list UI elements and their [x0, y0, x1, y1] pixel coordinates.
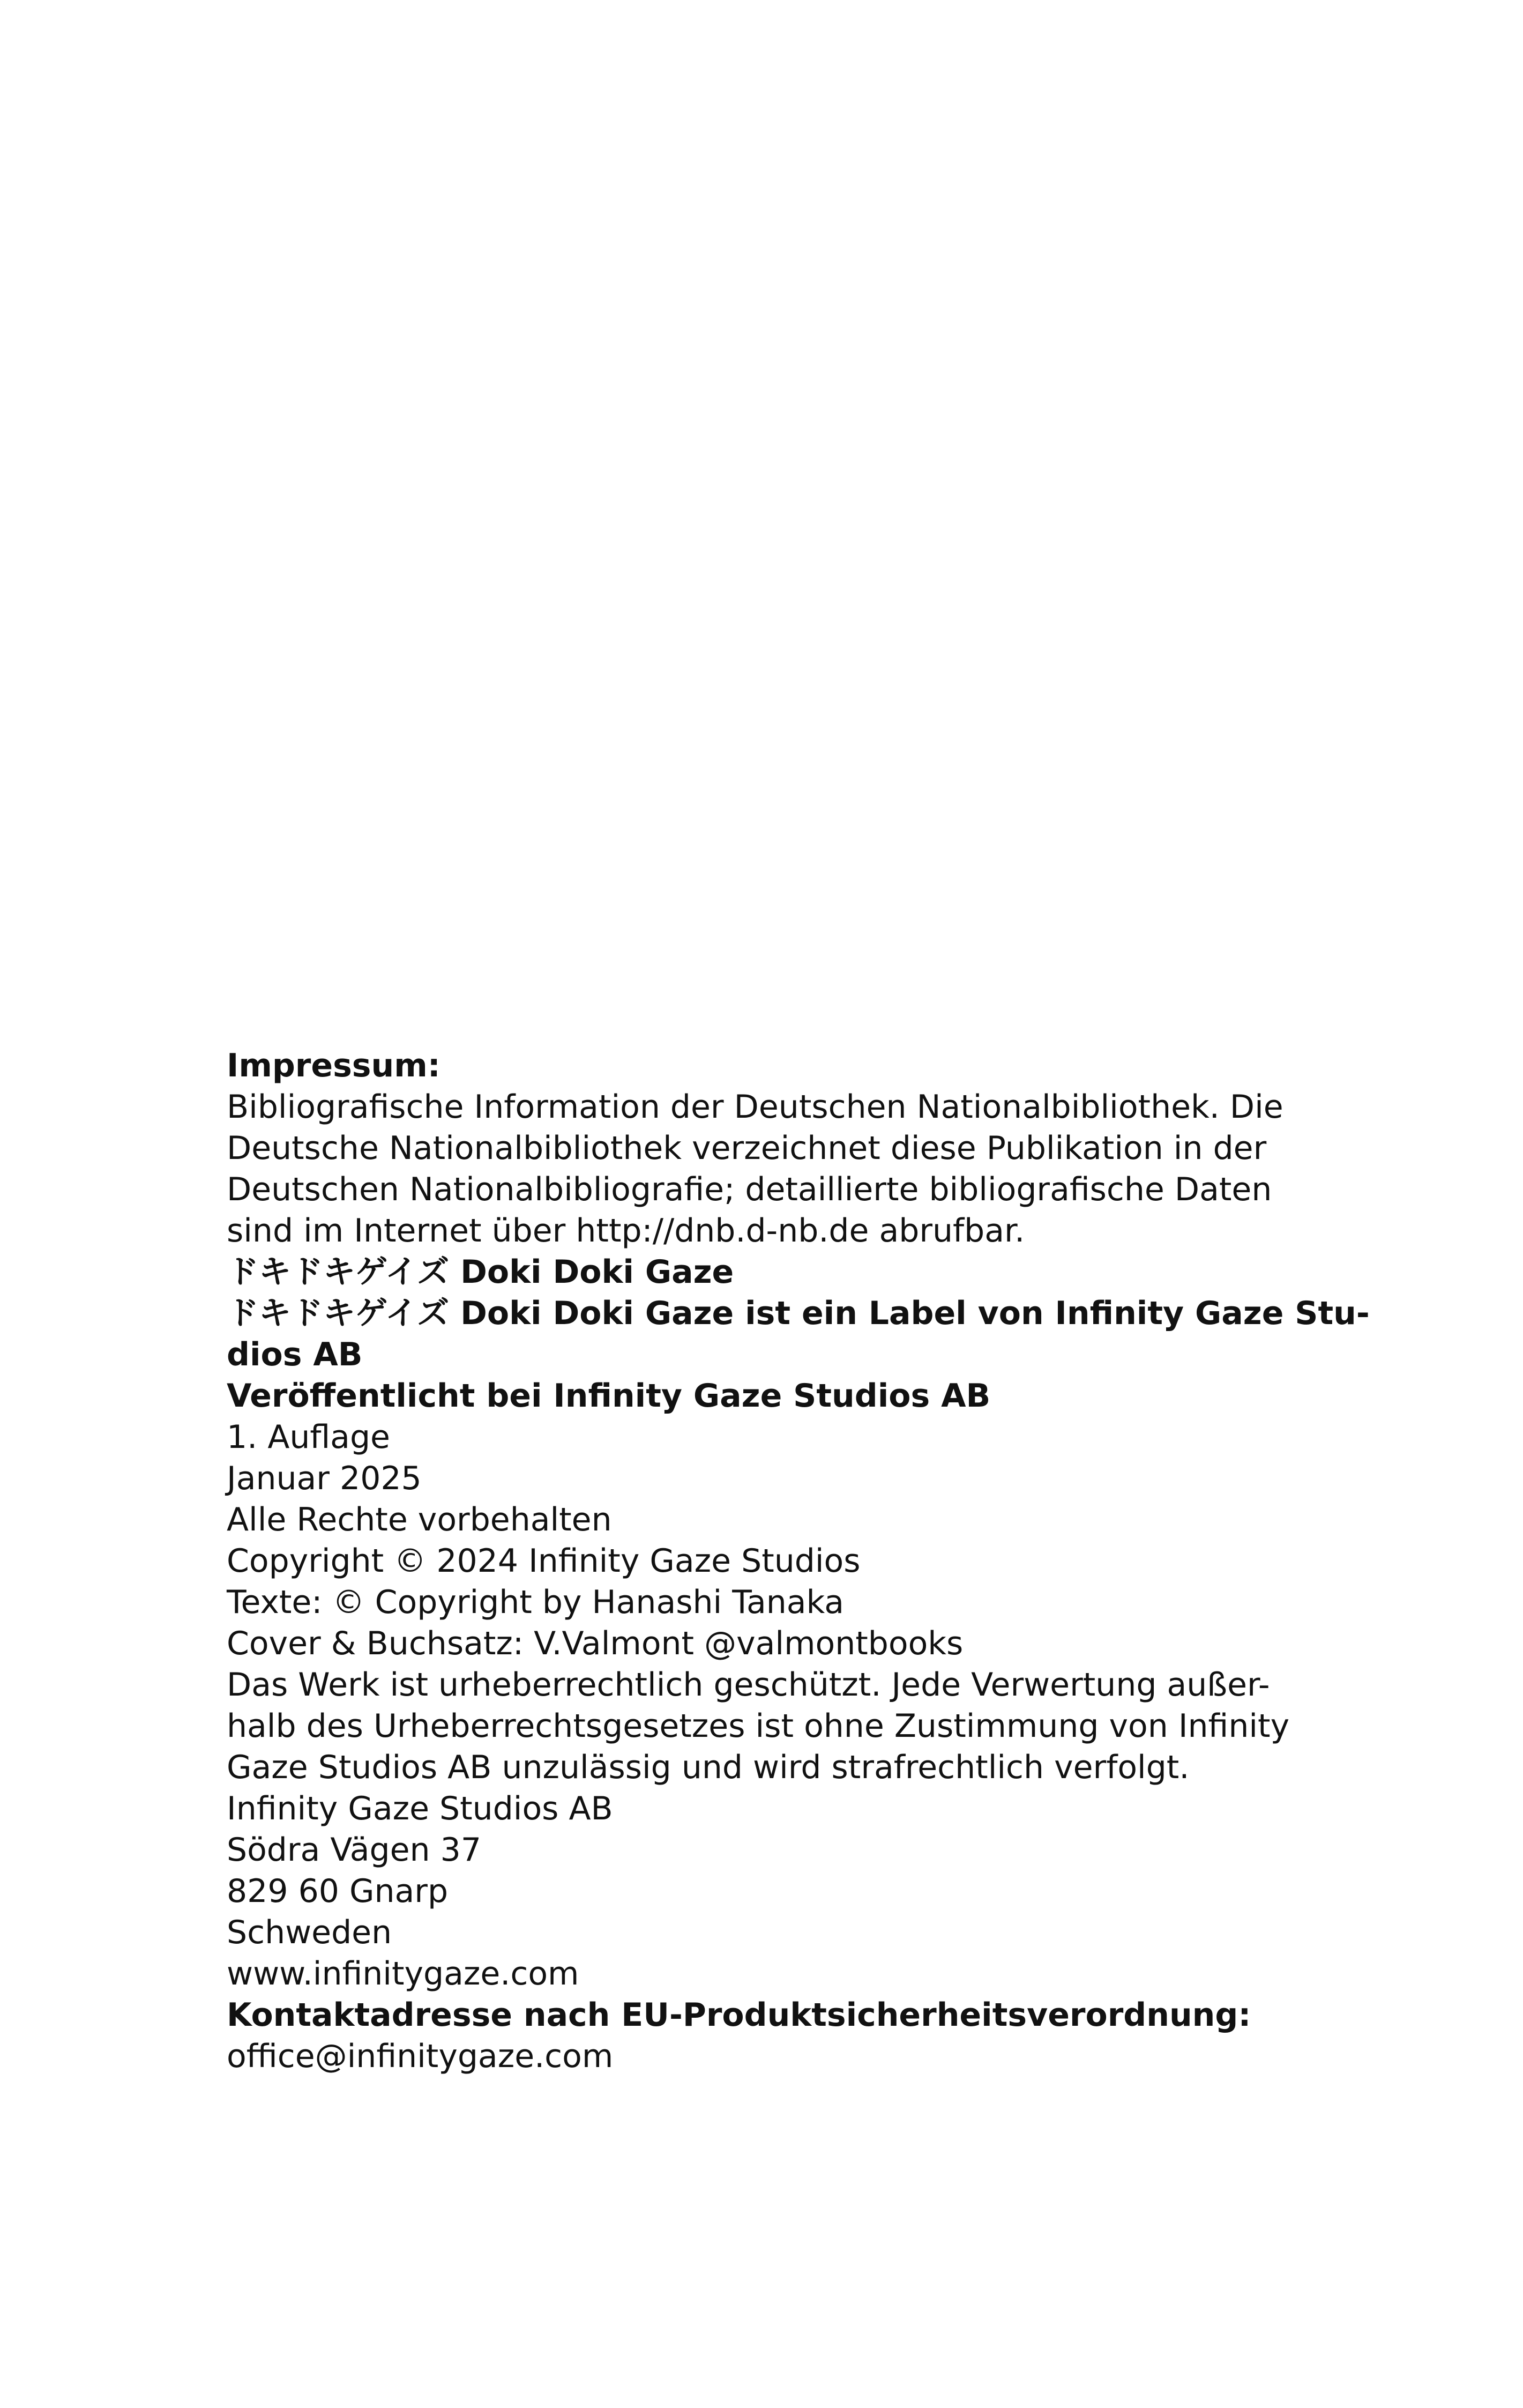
dnb-info-line-3: Deutschen Nationalbibliografie; detaillierte bibliografische Daten	[227, 1171, 1272, 1208]
dnb-info-line-2: Deutsche Nationalbibliothek verzeichnet diese Publikation in der	[227, 1129, 1267, 1167]
impressum-heading: Impressum:	[227, 1047, 441, 1084]
address-city: 829 60 Gnarp	[227, 1872, 449, 1910]
impressum-block	[227, 1045, 1370, 2077]
copyright-notice: Copyright © 2024 Infinity Gaze Studios	[227, 1542, 861, 1580]
legal-line-3: Gaze Studios AB unzulässig und wird strafrechtlich verfolgt.	[227, 1749, 1190, 1786]
address-street: Södra Vägen 37	[227, 1831, 481, 1869]
label-name: ドキドキゲイズ Doki Doki Gaze	[227, 1253, 734, 1291]
label-info-line-1: ドキドキゲイズ Doki Doki Gaze ist ein Label von Infinity Gaze Stu-	[227, 1295, 1370, 1332]
dnb-info-line-1: Bibliografische Information der Deutschen Nationalbibliothek. Die	[227, 1088, 1283, 1126]
dnb-info-line-4: sind im Internet über http://dnb.d-nb.de abrufbar.	[227, 1212, 1025, 1250]
legal-line-1: Das Werk ist urheberrechtlich geschützt. Jede Verwertung außer-	[227, 1666, 1270, 1704]
publication-date: Januar 2025	[227, 1460, 422, 1497]
legal-line-2: halb des Urheberrechtsgesetzes ist ohne Zustimmung von Infinity	[227, 1707, 1290, 1745]
address-company: Infinity Gaze Studios AB	[227, 1790, 613, 1827]
contact-heading: Kontaktadresse nach EU-Produktsicherheitsverordnung:	[227, 1996, 1251, 2034]
label-info-line-2: dios AB	[227, 1336, 363, 1373]
texts-credit: Texte: © Copyright by Hanashi Tanaka	[227, 1584, 844, 1621]
edition: 1. Auflage	[227, 1418, 390, 1456]
address-country: Schweden	[227, 1914, 392, 1951]
published-by: Veröffentlicht bei Infinity Gaze Studios AB	[227, 1377, 991, 1415]
contact-email: office@infinitygaze.com	[227, 2038, 614, 2075]
cover-credit: Cover & Buchsatz: V.Valmont @valmontbooks	[227, 1625, 964, 1662]
website-link: www.infinitygaze.com	[227, 1955, 579, 1993]
rights-notice: Alle Rechte vorbehalten	[227, 1501, 612, 1539]
